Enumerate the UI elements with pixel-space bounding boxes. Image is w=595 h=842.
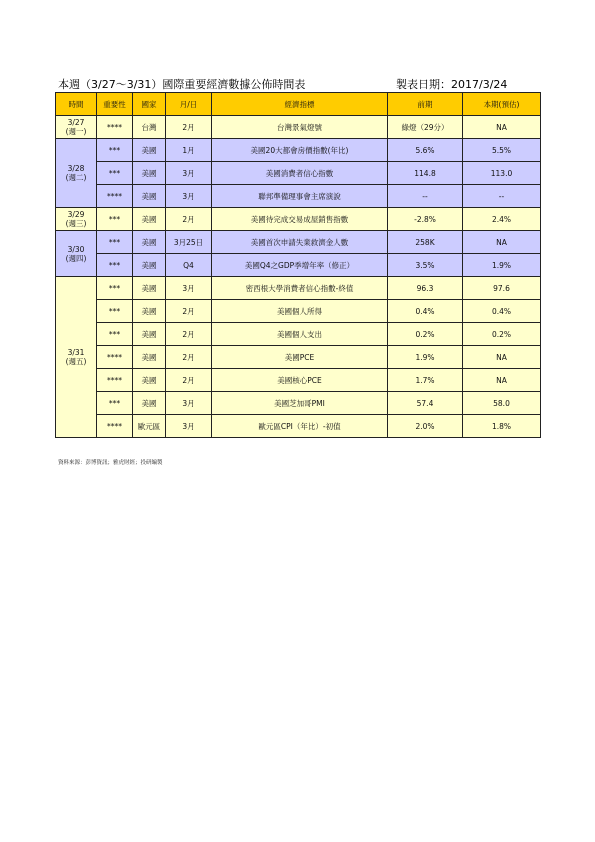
previous-cell: 2.0% bbox=[388, 415, 463, 438]
importance-cell: *** bbox=[97, 392, 133, 415]
previous-cell: 57.4 bbox=[388, 392, 463, 415]
estimate-cell: 58.0 bbox=[463, 392, 541, 415]
country-cell: 美國 bbox=[133, 323, 166, 346]
country-cell: 美國 bbox=[133, 185, 166, 208]
period-cell: 2月 bbox=[166, 323, 212, 346]
previous-cell: -- bbox=[388, 185, 463, 208]
country-cell: 美國 bbox=[133, 392, 166, 415]
date-text: 3/31 bbox=[67, 348, 85, 357]
previous-cell: -2.8% bbox=[388, 208, 463, 231]
period-cell: 2月 bbox=[166, 369, 212, 392]
period-cell: 3月 bbox=[166, 392, 212, 415]
period-cell: 2月 bbox=[166, 346, 212, 369]
time-cell bbox=[56, 139, 97, 208]
time-cell bbox=[56, 231, 97, 277]
previous-cell: 258K bbox=[388, 231, 463, 254]
estimate-cell: 0.4% bbox=[463, 300, 541, 323]
estimate-cell: 113.0 bbox=[463, 162, 541, 185]
table-row bbox=[56, 116, 541, 139]
importance-cell: *** bbox=[97, 208, 133, 231]
previous-cell: 0.4% bbox=[388, 300, 463, 323]
indicator-cell: 美國PCE bbox=[212, 346, 388, 369]
importance-cell: **** bbox=[97, 185, 133, 208]
header-importance: 重要性 bbox=[97, 93, 133, 116]
country-cell: 美國 bbox=[133, 254, 166, 277]
indicator-cell: 美國芝加哥PMI bbox=[212, 392, 388, 415]
indicator-cell: 歐元區CPI（年比）-初值 bbox=[212, 415, 388, 438]
period-cell: 3月 bbox=[166, 277, 212, 300]
table-row bbox=[56, 231, 541, 254]
estimate-cell: NA bbox=[463, 369, 541, 392]
country-cell: 美國 bbox=[133, 139, 166, 162]
estimate-cell: NA bbox=[463, 116, 541, 139]
importance-cell: *** bbox=[97, 254, 133, 277]
period-cell: Q4 bbox=[166, 254, 212, 277]
table-row bbox=[56, 323, 541, 346]
previous-cell: 1.7% bbox=[388, 369, 463, 392]
previous-cell: 96.3 bbox=[388, 277, 463, 300]
indicator-cell: 美國待完成交易成屋銷售指數 bbox=[212, 208, 388, 231]
report-date: 製表日期：2017/3/24 bbox=[396, 78, 508, 91]
table-row bbox=[56, 254, 541, 277]
previous-cell: 5.6% bbox=[388, 139, 463, 162]
indicator-cell: 美國個人所得 bbox=[212, 300, 388, 323]
previous-cell: 3.5% bbox=[388, 254, 463, 277]
estimate-cell: 5.5% bbox=[463, 139, 541, 162]
period-cell: 2月 bbox=[166, 300, 212, 323]
previous-cell: 1.9% bbox=[388, 346, 463, 369]
table-header-row bbox=[56, 93, 541, 116]
table-row bbox=[56, 415, 541, 438]
table-row bbox=[56, 208, 541, 231]
time-cell bbox=[56, 116, 97, 139]
weekday-text: (週五) bbox=[65, 357, 87, 366]
country-cell: 美國 bbox=[133, 369, 166, 392]
importance-cell: *** bbox=[97, 162, 133, 185]
header-time: 時間 bbox=[56, 93, 97, 116]
date-text: 3/28 bbox=[67, 164, 85, 173]
date-text: 3/27 bbox=[67, 118, 85, 127]
table-row bbox=[56, 300, 541, 323]
estimate-cell: -- bbox=[463, 185, 541, 208]
estimate-cell: NA bbox=[463, 346, 541, 369]
date-text: 3/30 bbox=[67, 244, 85, 254]
indicator-cell: 美國個人支出 bbox=[212, 323, 388, 346]
period-cell: 3月25日 bbox=[166, 231, 212, 254]
period-cell: 3月 bbox=[166, 185, 212, 208]
country-cell: 美國 bbox=[133, 300, 166, 323]
country-cell: 美國 bbox=[133, 208, 166, 231]
country-cell: 美國 bbox=[133, 231, 166, 254]
table-row bbox=[56, 346, 541, 369]
header-period: 月/日 bbox=[166, 93, 212, 116]
indicator-cell: 美國Q4之GDP季增年率（修正） bbox=[212, 254, 388, 277]
indicator-cell: 美國首次申請失業救濟金人數 bbox=[212, 231, 388, 254]
indicator-cell: 美國核心PCE bbox=[212, 369, 388, 392]
importance-cell: *** bbox=[97, 139, 133, 162]
date-text: 3/29 bbox=[67, 210, 85, 219]
importance-cell: **** bbox=[97, 415, 133, 438]
country-cell: 歐元區 bbox=[133, 415, 166, 438]
importance-cell: **** bbox=[97, 346, 133, 369]
indicator-cell: 密西根大學消費者信心指數-終值 bbox=[212, 277, 388, 300]
period-cell: 3月 bbox=[166, 415, 212, 438]
weekday-text: (週一) bbox=[65, 127, 87, 136]
estimate-cell: 0.2% bbox=[463, 323, 541, 346]
estimate-cell: 1.9% bbox=[463, 254, 541, 277]
indicator-cell: 美國20大都會房價指數(年比) bbox=[212, 139, 388, 162]
period-cell: 1月 bbox=[166, 139, 212, 162]
period-cell: 2月 bbox=[166, 208, 212, 231]
estimate-cell: NA bbox=[463, 231, 541, 254]
source-note: 資料來源：彭博資訊；雅虎財經；投研編製 bbox=[58, 460, 163, 466]
weekday-text: (週四) bbox=[65, 253, 87, 263]
previous-cell: 綠燈（29分） bbox=[388, 116, 463, 139]
country-cell: 美國 bbox=[133, 346, 166, 369]
header-estimate: 本期(預估) bbox=[463, 93, 541, 116]
estimate-cell: 1.8% bbox=[463, 415, 541, 438]
table-row bbox=[56, 139, 541, 162]
time-cell bbox=[56, 277, 97, 438]
header-country: 國家 bbox=[133, 93, 166, 116]
weekday-text: (週二) bbox=[65, 173, 87, 182]
country-cell: 美國 bbox=[133, 277, 166, 300]
importance-cell: *** bbox=[97, 231, 133, 254]
schedule-table bbox=[55, 92, 541, 438]
country-cell: 台灣 bbox=[133, 116, 166, 139]
header-previous: 前期 bbox=[388, 93, 463, 116]
country-cell: 美國 bbox=[133, 162, 166, 185]
importance-cell: **** bbox=[97, 116, 133, 139]
table-row bbox=[56, 369, 541, 392]
table-row bbox=[56, 185, 541, 208]
page-title: 本週（3/27～3/31）國際重要經濟數據公佈時間表 bbox=[58, 78, 306, 91]
importance-cell: *** bbox=[97, 300, 133, 323]
estimate-cell: 97.6 bbox=[463, 277, 541, 300]
estimate-cell: 2.4% bbox=[463, 208, 541, 231]
weekday-text: (週三) bbox=[65, 219, 87, 228]
indicator-cell: 美國消費者信心指數 bbox=[212, 162, 388, 185]
importance-cell: *** bbox=[97, 277, 133, 300]
importance-cell: *** bbox=[97, 323, 133, 346]
header-indicator: 經濟指標 bbox=[212, 93, 388, 116]
table-row bbox=[56, 392, 541, 415]
previous-cell: 114.8 bbox=[388, 162, 463, 185]
indicator-cell: 聯邦準備理事會主席演說 bbox=[212, 185, 388, 208]
period-cell: 2月 bbox=[166, 116, 212, 139]
table-row bbox=[56, 162, 541, 185]
indicator-cell: 台灣景氣燈號 bbox=[212, 116, 388, 139]
period-cell: 3月 bbox=[166, 162, 212, 185]
importance-cell: **** bbox=[97, 369, 133, 392]
table-row bbox=[56, 277, 541, 300]
time-cell bbox=[56, 208, 97, 231]
previous-cell: 0.2% bbox=[388, 323, 463, 346]
